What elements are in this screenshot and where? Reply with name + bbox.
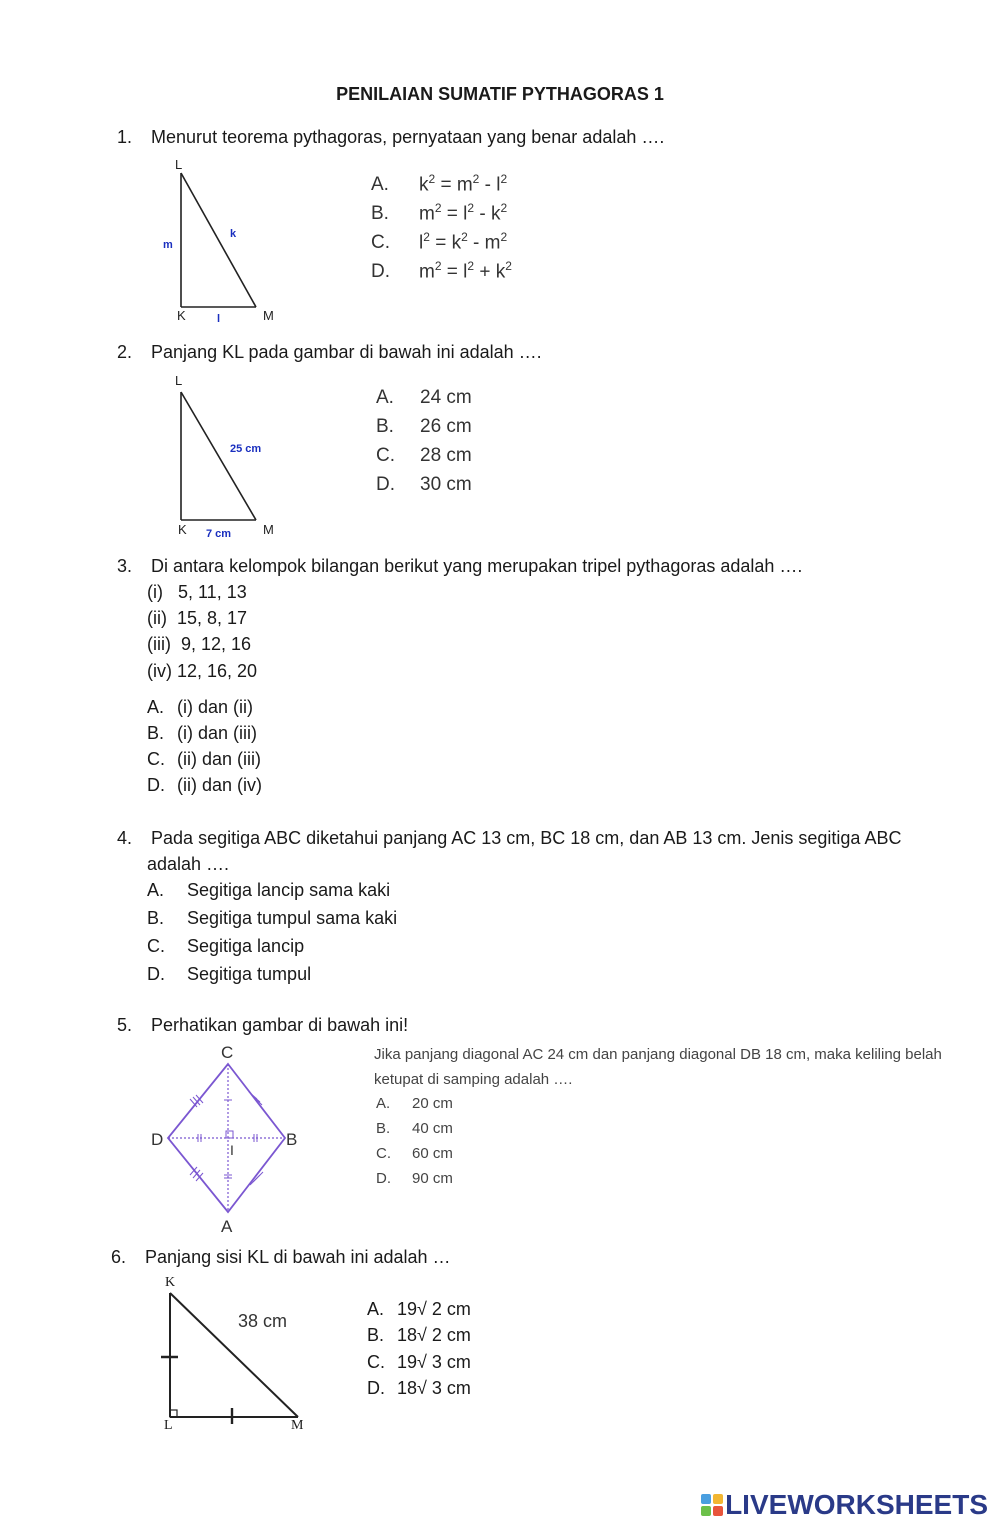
option-c[interactable]: C. $l^2 = k^2 - m^2$ <box>371 230 508 254</box>
option-a[interactable]: A. 20 cm <box>376 1095 453 1112</box>
vertex-label-m: M <box>263 308 274 323</box>
option-b[interactable]: B. 18√ 2 cm <box>367 1325 471 1345</box>
list-item: (ii) 15, 8, 17 <box>147 608 248 628</box>
question-number: 6. <box>111 1247 127 1267</box>
rhombus <box>150 1050 330 1230</box>
option-b[interactable]: B. Segitiga tumpul sama kaki <box>147 908 398 928</box>
option-d[interactable]: D. (ii) dan (iv) <box>147 775 263 795</box>
liveworksheets-logo[interactable] <box>701 1489 988 1521</box>
vertex-label-a: A <box>221 1217 233 1236</box>
hypotenuse-label: 25 cm <box>230 443 262 455</box>
option-d[interactable]: D. 90 cm <box>376 1170 453 1187</box>
vertex-label-l: L <box>175 157 183 172</box>
option-b[interactable]: B. 26 cm <box>376 416 472 437</box>
option-a[interactable]: A. 24 cm <box>376 387 472 408</box>
isosceles-right-triangle <box>150 1280 320 1440</box>
question-number: 2. <box>117 342 133 362</box>
question-text: Perhatikan gambar di bawah ini! <box>151 1015 409 1035</box>
option-b[interactable]: B. $m^2 = l^2 - k^2$ <box>371 201 508 225</box>
vertex-label-d: D <box>151 1130 164 1149</box>
vertex-label-k: K <box>177 308 186 323</box>
question-text: Panjang sisi KL di bawah ini adalah … <box>145 1247 451 1267</box>
option-c[interactable]: C. 19√ 3 cm <box>367 1352 471 1372</box>
vertex-label-m: M <box>263 522 274 537</box>
option-a[interactable]: A. 19√ 2 cm <box>367 1299 471 1319</box>
question-number: 3. <box>117 556 133 576</box>
q5-prompt-line2: ketupat di samping adalah …. <box>374 1071 573 1088</box>
option-c[interactable]: C. 28 cm <box>376 445 472 466</box>
hypotenuse-label: 38 cm <box>238 1311 288 1331</box>
side-label-m: m <box>163 239 173 251</box>
question-text-continued: adalah …. <box>147 854 230 874</box>
side-label-k: k <box>230 228 237 240</box>
question-number: 4. <box>117 828 133 848</box>
option-d[interactable]: D. 30 cm <box>376 474 472 495</box>
vertex-label-b: B <box>286 1130 298 1149</box>
option-d[interactable]: D. $m^2 = l^2 + k^2$ <box>371 259 512 283</box>
question-1 <box>117 127 664 148</box>
question-3 <box>117 556 802 577</box>
option-b[interactable]: B. 40 cm <box>376 1120 453 1137</box>
question-text: Menurut teorema pythagoras, pernyataan yang benar adalah …. <box>151 127 665 147</box>
list-item: (iv) 12, 16, 20 <box>147 661 258 681</box>
question-4 <box>117 828 901 849</box>
question-2 <box>117 342 542 363</box>
question-number: 5. <box>117 1015 133 1035</box>
logo-icon <box>701 1494 723 1516</box>
vertex-label-l: L <box>175 373 183 388</box>
vertex-label-k: K <box>178 522 187 537</box>
option-b[interactable]: B. (i) dan (iii) <box>147 723 258 743</box>
right-triangle <box>160 155 300 325</box>
question-number: 1. <box>117 127 133 147</box>
logo-text: LIVEWORKSHEETS <box>725 1489 988 1520</box>
option-d[interactable]: D. Segitiga tumpul <box>147 964 312 984</box>
page-title: PENILAIAN SUMATIF PYTHAGORAS 1 <box>336 84 664 104</box>
option-a[interactable]: A. $k^2 = m^2 - l^2$ <box>371 172 508 196</box>
option-d[interactable]: D. 18√ 3 cm <box>367 1378 471 1398</box>
question-text: Panjang KL pada gambar di bawah ini adalah …. <box>151 342 542 362</box>
vertex-label-l: L <box>164 1418 173 1433</box>
vertex-label-k: K <box>165 1275 176 1290</box>
right-triangle <box>160 372 300 542</box>
vertex-label-c: C <box>221 1043 234 1062</box>
center-label: I <box>230 1142 234 1158</box>
option-c[interactable]: C. Segitiga lancip <box>147 936 305 956</box>
option-a[interactable]: A. (i) dan (ii) <box>147 697 254 717</box>
option-a[interactable]: A. Segitiga lancip sama kaki <box>147 880 391 900</box>
question-text: Pada segitiga ABC diketahui panjang AC 13 cm, BC 18 cm, dan AB 13 cm. Jenis segitiga ABC <box>151 828 902 848</box>
side-label-l: l <box>217 313 221 325</box>
option-c[interactable]: C. (ii) dan (iii) <box>147 749 262 769</box>
question-5 <box>117 1015 408 1036</box>
option-c[interactable]: C. 60 cm <box>376 1145 453 1162</box>
base-label: 7 cm <box>206 528 232 540</box>
vertex-label-m: M <box>291 1418 304 1433</box>
q5-prompt-line1: Jika panjang diagonal AC 24 cm dan panjang diagonal DB 18 cm, maka keliling belah <box>374 1046 942 1063</box>
question-6 <box>111 1247 451 1268</box>
list-item: (iii) 9, 12, 16 <box>147 634 252 654</box>
question-text: Di antara kelompok bilangan berikut yang merupakan tripel pythagoras adalah …. <box>151 556 803 576</box>
list-item: (i) 5, 11, 13 <box>147 582 247 602</box>
